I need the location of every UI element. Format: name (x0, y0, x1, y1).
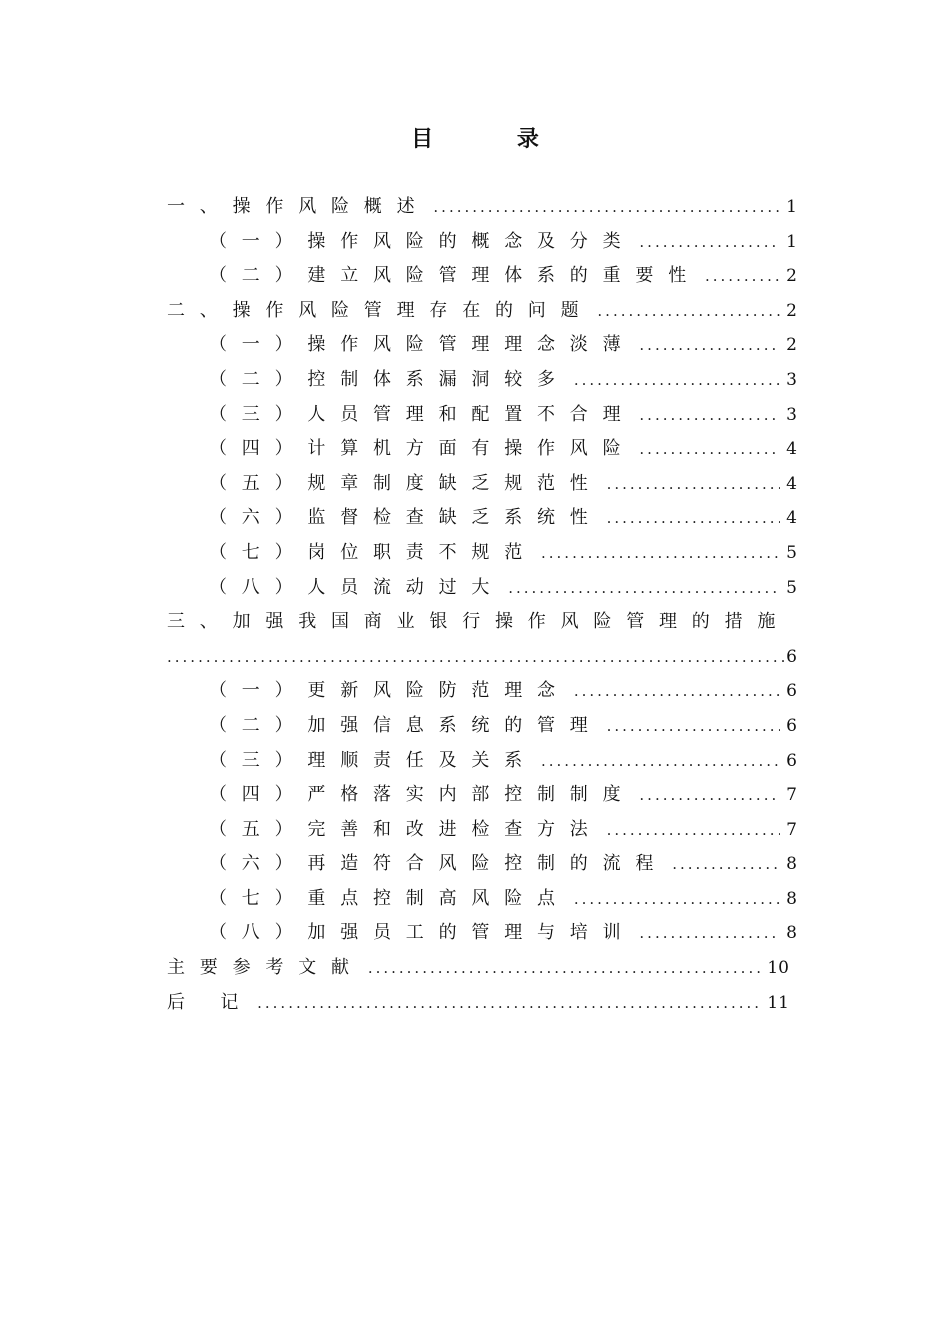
toc-entry-label: 后 记 (167, 991, 254, 1013)
toc-leader-dots (639, 328, 780, 363)
toc-entry[interactable] (167, 951, 797, 986)
toc-page-number: 1 (786, 231, 797, 252)
toc-entry[interactable] (167, 467, 797, 502)
toc-entry-label: （一）操作风险的概念及分类 (209, 230, 636, 252)
toc-page-number: 2 (786, 335, 797, 356)
toc-entry-label: （六）监督检查缺乏系统性 (209, 507, 603, 529)
toc-page-number: 10 (767, 958, 789, 979)
toc-entry-label: （二）控制体系漏洞较多 (209, 368, 570, 390)
toc-leader-dots (607, 709, 781, 744)
toc-page-number: 11 (767, 992, 789, 1013)
toc-entry[interactable] (167, 328, 797, 363)
toc-page-number: 6 (786, 681, 797, 702)
toc-entry-label: 一、操作风险概述 (167, 196, 430, 217)
toc-leader-dots (639, 432, 780, 467)
toc-leader-dots (705, 259, 780, 294)
toc-entry-label: 三、加强我国商业银行操作风险管理的措施 (167, 611, 791, 633)
toc-entry-label: （二）建立风险管理体系的重要性 (209, 265, 701, 287)
toc-page-number: 3 (786, 404, 797, 425)
toc-entry[interactable] (167, 398, 797, 433)
toc-leader-dots (639, 225, 780, 260)
toc-entry[interactable] (167, 986, 797, 1021)
toc-leader-dots (541, 744, 780, 779)
toc-page-number: 4 (786, 439, 797, 460)
toc-entry[interactable] (167, 294, 797, 329)
toc-entry[interactable] (167, 916, 797, 951)
toc-leader-dots (167, 640, 786, 675)
toc-entry-label: （八）加强员工的管理与培训 (209, 922, 636, 944)
toc-page-number: 8 (786, 923, 797, 944)
toc-entry[interactable] (167, 225, 797, 260)
toc-entry[interactable] (167, 709, 797, 744)
toc-page-number: 7 (786, 819, 797, 840)
toc-entry-label: （三）人员管理和配置不合理 (209, 403, 636, 425)
toc-entry-label: （一）操作风险管理理念淡薄 (209, 334, 636, 356)
toc-entry-label: （七）重点控制高风险点 (209, 887, 570, 909)
toc-entry-label: （五）规章制度缺乏规范性 (209, 472, 603, 494)
toc-page-number: 5 (786, 577, 797, 598)
toc-entry[interactable] (167, 190, 797, 225)
toc-page-number: 5 (786, 542, 797, 563)
toc-leader-dots (597, 294, 780, 329)
toc-entry-label: （二）加强信息系统的管理 (209, 714, 603, 736)
toc-entry-label: 二、操作风险管理存在的问题 (167, 299, 594, 321)
toc-entry[interactable] (167, 605, 797, 640)
toc-leader-dots (607, 467, 781, 502)
toc-leader-dots (607, 501, 781, 536)
toc-entry-label: （五）完善和改进检查方法 (209, 818, 603, 840)
toc-entry[interactable] (167, 882, 797, 917)
toc-entry[interactable] (167, 744, 797, 779)
toc-leader-dots (257, 986, 761, 1021)
toc-entry[interactable] (167, 778, 797, 813)
toc-entry-label: （三）理顺责任及关系 (209, 749, 537, 771)
toc-entry[interactable] (167, 363, 797, 398)
toc-entry-label: （四）严格落实内部控制制度 (209, 784, 636, 806)
toc-leader-dots (672, 847, 780, 882)
toc-leader-dots (607, 813, 781, 848)
toc-page-number: 1 (786, 197, 797, 217)
toc-entry[interactable] (167, 501, 797, 536)
toc-entry[interactable] (167, 259, 797, 294)
toc-page-number: 2 (786, 266, 797, 287)
toc-entry[interactable] (167, 571, 797, 606)
toc-entry[interactable] (167, 536, 797, 571)
toc-title: 目 录 (411, 126, 577, 152)
toc-leader-dots (639, 916, 780, 951)
toc-leader-dots (433, 190, 780, 225)
toc-leader-dots (639, 398, 780, 433)
toc-page-number: 7 (786, 785, 797, 806)
toc-leader-dots (574, 674, 780, 709)
toc-entry-label: （四）计算机方面有操作风险 (209, 438, 636, 460)
toc-page-number: 2 (786, 300, 797, 321)
toc-entry-continuation[interactable] (167, 640, 797, 675)
toc-entry[interactable] (167, 847, 797, 882)
toc-entry[interactable] (167, 813, 797, 848)
table-of-contents (167, 190, 797, 1020)
toc-entry-label: （七）岗位职责不规范 (209, 541, 537, 563)
toc-leader-dots (574, 363, 780, 398)
toc-page-number: 6 (786, 646, 797, 667)
toc-entry-label: （一）更新风险防范理念 (209, 680, 570, 702)
toc-entry[interactable] (167, 432, 797, 467)
toc-page-number: 4 (786, 508, 797, 529)
toc-leader-dots (508, 571, 780, 606)
toc-entry-label: （八）人员流动过大 (209, 576, 505, 598)
toc-page-number: 8 (786, 854, 797, 875)
toc-entry-label: 主要参考文献 (167, 957, 364, 979)
toc-page-number: 8 (786, 888, 797, 909)
toc-leader-dots (368, 951, 762, 986)
toc-page-number: 3 (786, 369, 797, 390)
toc-page-number: 6 (786, 715, 797, 736)
toc-leader-dots (574, 882, 780, 917)
toc-leader-dots (639, 778, 780, 813)
toc-entry[interactable] (167, 674, 797, 709)
toc-page-number: 6 (786, 750, 797, 771)
toc-leader-dots (541, 536, 780, 571)
toc-page-number: 4 (786, 473, 797, 494)
toc-entry-label: （六）再造符合风险控制的流程 (209, 853, 669, 875)
